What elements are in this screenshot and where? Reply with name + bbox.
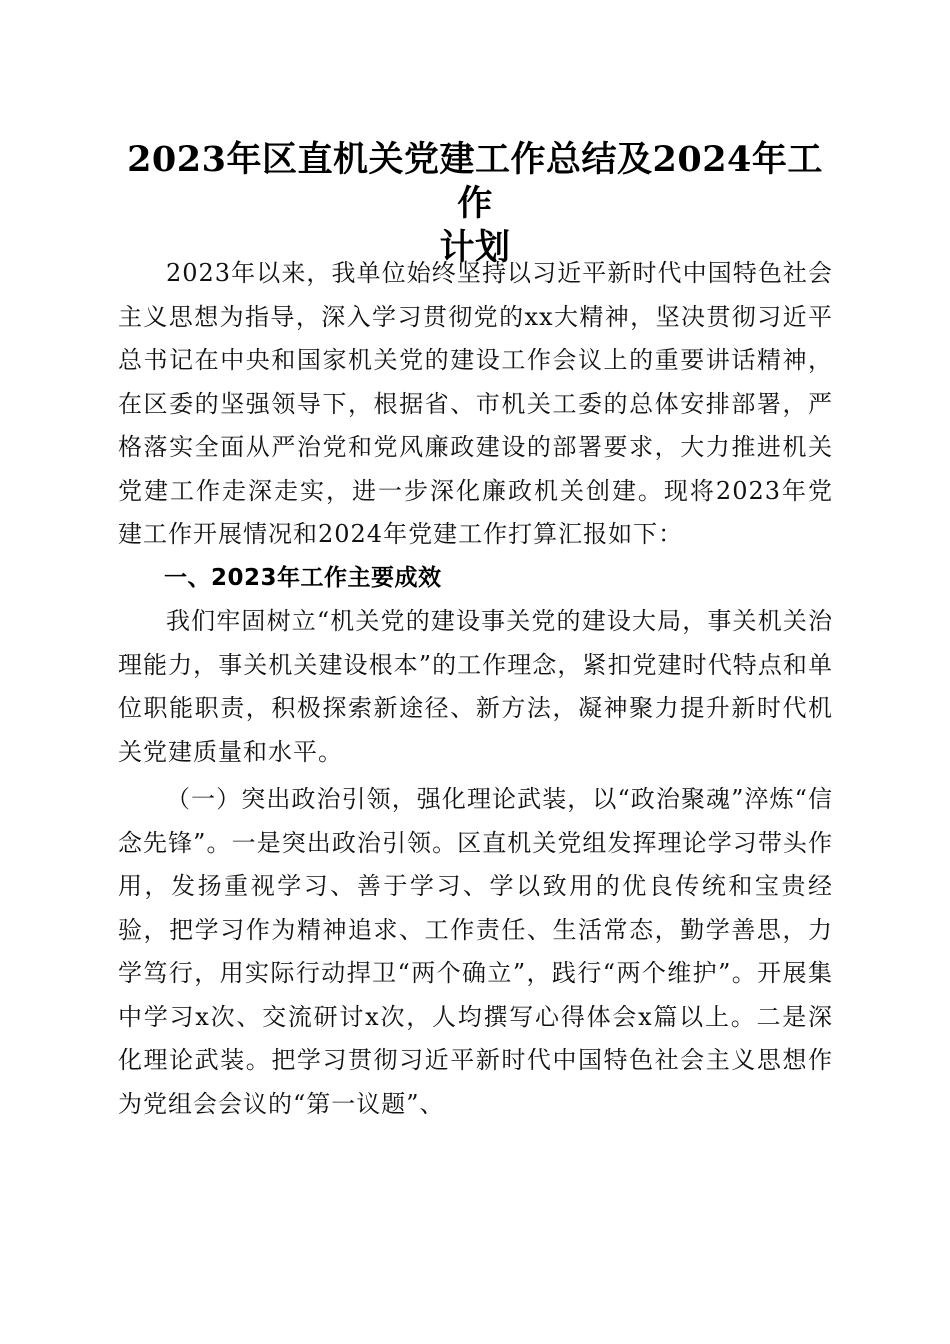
subsection-1-paragraph bbox=[118, 778, 833, 1126]
subsection-1-body: 一是突出政治引领。区直机关党组发挥理论学习带头作用，发扬重视学习、善于学习、学以致用的优良传统和宝贵经验，把学习作为精神追求、工作责任、生活常态，勤学善思，力学笃行，用实际行动捍卫“两个确立”，践行“两个维护”。开展集中学习x次、交流研讨x次，人均撰写心得体会x篇以上。二是深化理论武装。把学习贯彻习近平新时代中国特色社会主义思想作为党组会会议的“第一议题”、 bbox=[118, 828, 833, 1118]
title-line-1: 2023年区直机关党建工作总结及2024年工作 bbox=[127, 139, 823, 224]
document-body bbox=[118, 252, 833, 1126]
section-1-paragraph: 我们牢固树立“机关党的建设事关党的建设大局，事关机关治理能力，事关机关建设根本”的工作理念，紧扣党建时代特点和单位职能职责，积极探索新途径、新方法，凝神聚力提升新时代机关党建质量和水平。 bbox=[118, 607, 833, 766]
intro-paragraph: 2023年以来，我单位始终坚持以习近平新时代中国特色社会主义思想为指导，深入学习贯彻党的xx大精神，坚决贯彻习近平总书记在中央和国家机关党的建设工作会议上的重要讲话精神，在区委的坚强领导下，根据省、市机关工委的总体安排部署，严格落实全面从严治党和党风廉政建设的部署要求，大力推进机关党建工作走深走实，进一步深化廉政机关创建。现将2023年党建工作开展情况和2024年党建工作打算汇报如下： bbox=[118, 259, 833, 548]
title-line-2: 计划 bbox=[439, 227, 511, 268]
subsection-1-heading: （一）突出政治引领，强化理论武装，以“政治聚魂”淬炼“信念先锋”。 bbox=[118, 785, 833, 857]
section-1-heading: 一、2023年工作主要成效 bbox=[164, 564, 442, 591]
document-title bbox=[110, 138, 840, 270]
